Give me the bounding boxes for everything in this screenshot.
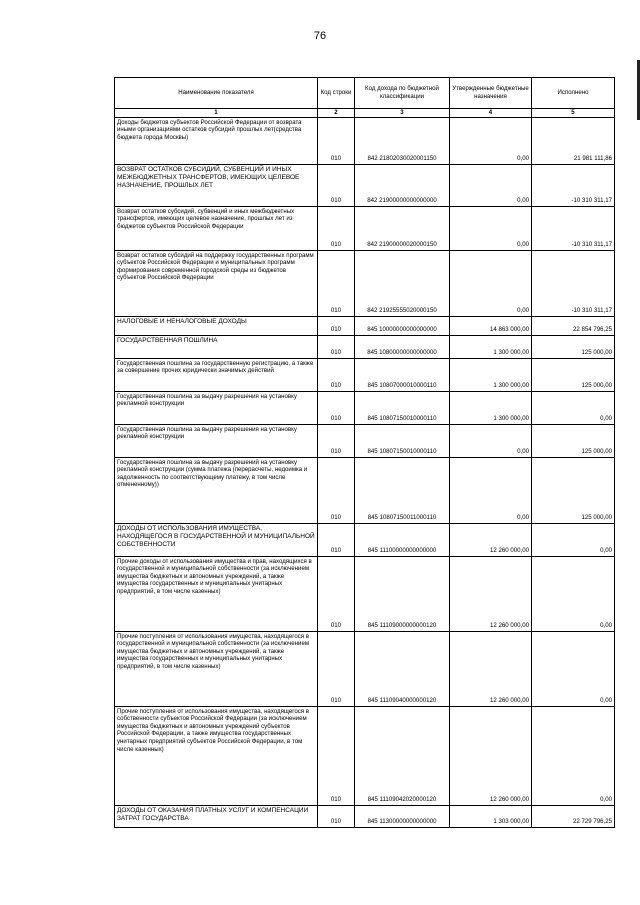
table-row — [115, 523, 615, 556]
row-name: ДОХОДЫ ОТ ИСПОЛЬЗОВАНИЯ ИМУЩЕСТВА, НАХОДЯЩЕГОСЯ В ГОСУДАРСТВЕННОЙ И МУНИЦИПАЛЬНОЙ СОБСТВЕННОСТИ — [115, 523, 318, 556]
row-line-code: 010 — [318, 523, 355, 556]
row-name: Прочие поступления от использования имущества, находящегося в государственной и муниципальной собственности (за исключением имущества бюджетных и автономных учреждений, а также имущества государственных и муниципальных унитарных предприятий, в том числе казенных) — [115, 631, 318, 706]
table-row — [115, 424, 615, 457]
column-number: 4 — [450, 109, 532, 118]
row-executed: 21 981 111,86 — [532, 117, 615, 164]
row-name: Государственная пошлина за выдачу разрешения на установку рекламной конструкции — [115, 424, 318, 457]
row-income-code: 842 21900000020000150 — [355, 206, 450, 250]
column-number: 1 — [115, 109, 318, 118]
row-approved: 12 260 000,00 — [450, 523, 532, 556]
row-income-code: 845 10807150010000110 — [355, 424, 450, 457]
column-header-row — [115, 78, 615, 109]
column-number: 3 — [355, 109, 450, 118]
row-name: НАЛОГОВЫЕ И НЕНАЛОГОВЫЕ ДОХОДЫ — [115, 316, 318, 335]
table-row — [115, 556, 615, 631]
row-name: Государственная пошлина за выдачу разрешения на установку рекламной конструкции — [115, 391, 318, 424]
row-line-code: 010 — [318, 358, 355, 391]
budget-income-table — [114, 77, 615, 828]
row-name: ВОЗВРАТ ОСТАТКОВ СУБСИДИЙ, СУБВЕНЦИЙ И ИНЫХ МЕЖБЮДЖЕТНЫХ ТРАНСФЕРТОВ, ИМЕЮЩИХ ЦЕЛЕВОЕ НАЗНАЧЕНИЕ, ПРОШЛЫХ ЛЕТ — [115, 164, 318, 206]
header-income-code: Код дохода по бюджетной классификации — [355, 78, 450, 109]
row-approved: 12 260 000,00 — [450, 631, 532, 706]
row-approved: 0,00 — [450, 117, 532, 164]
table-body — [115, 117, 615, 827]
row-line-code: 010 — [318, 117, 355, 164]
column-number-row — [115, 109, 615, 118]
table-row — [115, 206, 615, 250]
row-income-code: 845 10807150010000110 — [355, 391, 450, 424]
row-line-code: 010 — [318, 206, 355, 250]
row-income-code: 845 11109000000000120 — [355, 556, 450, 631]
row-approved: 1 303 000,00 — [450, 805, 532, 827]
row-line-code: 010 — [318, 424, 355, 457]
table-row — [115, 457, 615, 523]
row-approved: 1 300 000,00 — [450, 335, 532, 358]
table-row — [115, 706, 615, 805]
row-approved: 0,00 — [450, 250, 532, 316]
column-number: 2 — [318, 109, 355, 118]
table-row — [115, 316, 615, 335]
table-row — [115, 391, 615, 424]
row-name: Возврат остатков субсидий, субвенций и иных межбюджетных трансфертов, имеющих целевое назначение, прошлых лет из бюджетов субъектов Российской Федерации — [115, 206, 318, 250]
row-line-code: 010 — [318, 631, 355, 706]
row-approved: 14 863 000,00 — [450, 316, 532, 335]
row-line-code: 010 — [318, 556, 355, 631]
row-income-code: 842 21900000000000000 — [355, 164, 450, 206]
header-line-code: Код строки — [318, 78, 355, 109]
row-executed: -10 310 311,17 — [532, 164, 615, 206]
table-row — [115, 358, 615, 391]
row-income-code: 845 11100000000000000 — [355, 523, 450, 556]
table-row — [115, 631, 615, 706]
row-executed: 0,00 — [532, 391, 615, 424]
row-name: Доходы бюджетов субъектов Российской Федерации от возврата иными организациями остатков субсидий прошлых лет(средства бюджета города Москвы) — [115, 117, 318, 164]
row-approved: 0,00 — [450, 164, 532, 206]
row-executed: 0,00 — [532, 631, 615, 706]
row-line-code: 010 — [318, 457, 355, 523]
row-executed: 125 000,00 — [532, 358, 615, 391]
row-name: Государственная пошлина за государственную регистрацию, а также за совершение прочих юридически значимых действий — [115, 358, 318, 391]
row-approved: 0,00 — [450, 206, 532, 250]
row-income-code: 842 21802030020001150 — [355, 117, 450, 164]
row-name: ГОСУДАРСТВЕННАЯ ПОШЛИНА — [115, 335, 318, 358]
row-executed: -10 310 311,17 — [532, 206, 615, 250]
row-income-code: 845 10800000000000000 — [355, 335, 450, 358]
row-income-code: 845 11300000000000000 — [355, 805, 450, 827]
row-executed: -10 310 311,17 — [532, 250, 615, 316]
row-approved: 0,00 — [450, 457, 532, 523]
row-executed: 0,00 — [532, 706, 615, 805]
column-number: 5 — [532, 109, 615, 118]
row-name: Государственная пошлина за выдачу разрешений на установку рекламной конструкции (сумма платежа (перерасчеты, недоимка и задолженность по соответствующему платежу, в том числе отмененному)) — [115, 457, 318, 523]
row-name: Возврат остатков субсидий на поддержку государственных программ субъектов Российской Федерации и муниципальных программ формирования современной городской среды из бюджетов субъектов Российской Федерации — [115, 250, 318, 316]
row-name: ДОХОДЫ ОТ ОКАЗАНИЯ ПЛАТНЫХ УСЛУГ И КОМПЕНСАЦИИ ЗАТРАТ ГОСУДАРСТВА — [115, 805, 318, 827]
table-row — [115, 335, 615, 358]
row-income-code: 845 10807150011000110 — [355, 457, 450, 523]
row-income-code: 845 10000000000000000 — [355, 316, 450, 335]
row-line-code: 010 — [318, 316, 355, 335]
row-line-code: 010 — [318, 706, 355, 805]
row-approved: 12 260 000,00 — [450, 556, 532, 631]
row-executed: 0,00 — [532, 556, 615, 631]
page-number: 76 — [313, 30, 327, 42]
table-row — [115, 117, 615, 164]
row-name: Прочие доходы от использования имущества и прав, находящихся в государственной и муниципальной собственности (за исключением имущества бюджетных и автономных учреждений, а также имущества государственных и муниципальных унитарных предприятий, в том числе казенных) — [115, 556, 318, 631]
row-executed: 125 000,00 — [532, 424, 615, 457]
row-name: Прочие поступления от использования имущества, находящегося в собственности субъектов Российской Федерации (за исключением имущества бюджетных и автономных учреждений субъектов Российской Федерации, а также имущества государственных унитарных предприятий субъектов Российской Федерации, в том числе казенных) — [115, 706, 318, 805]
header-executed: Исполнено — [532, 78, 615, 109]
table-row — [115, 164, 615, 206]
row-executed: 125 000,00 — [532, 457, 615, 523]
table-row — [115, 250, 615, 316]
row-approved: 12 260 000,00 — [450, 706, 532, 805]
row-executed: 0,00 — [532, 523, 615, 556]
row-executed: 125 000,00 — [532, 335, 615, 358]
row-income-code: 845 11109042020000120 — [355, 706, 450, 805]
row-income-code: 845 10807000010000110 — [355, 358, 450, 391]
row-line-code: 010 — [318, 164, 355, 206]
row-line-code: 010 — [318, 335, 355, 358]
row-line-code: 010 — [318, 250, 355, 316]
row-approved: 1 300 000,00 — [450, 358, 532, 391]
table-row — [115, 805, 615, 827]
row-executed: 22 854 796,25 — [532, 316, 615, 335]
row-income-code: 842 21925555020000150 — [355, 250, 450, 316]
row-line-code: 010 — [318, 805, 355, 827]
header-name: Наименование показателя — [115, 78, 318, 109]
row-approved: 1 300 000,00 — [450, 391, 532, 424]
header-approved: Утвержденные бюджетные назначения — [450, 78, 532, 109]
row-executed: 22 729 796,25 — [532, 805, 615, 827]
row-approved: 0,00 — [450, 424, 532, 457]
row-line-code: 010 — [318, 391, 355, 424]
row-income-code: 845 11109040000000120 — [355, 631, 450, 706]
